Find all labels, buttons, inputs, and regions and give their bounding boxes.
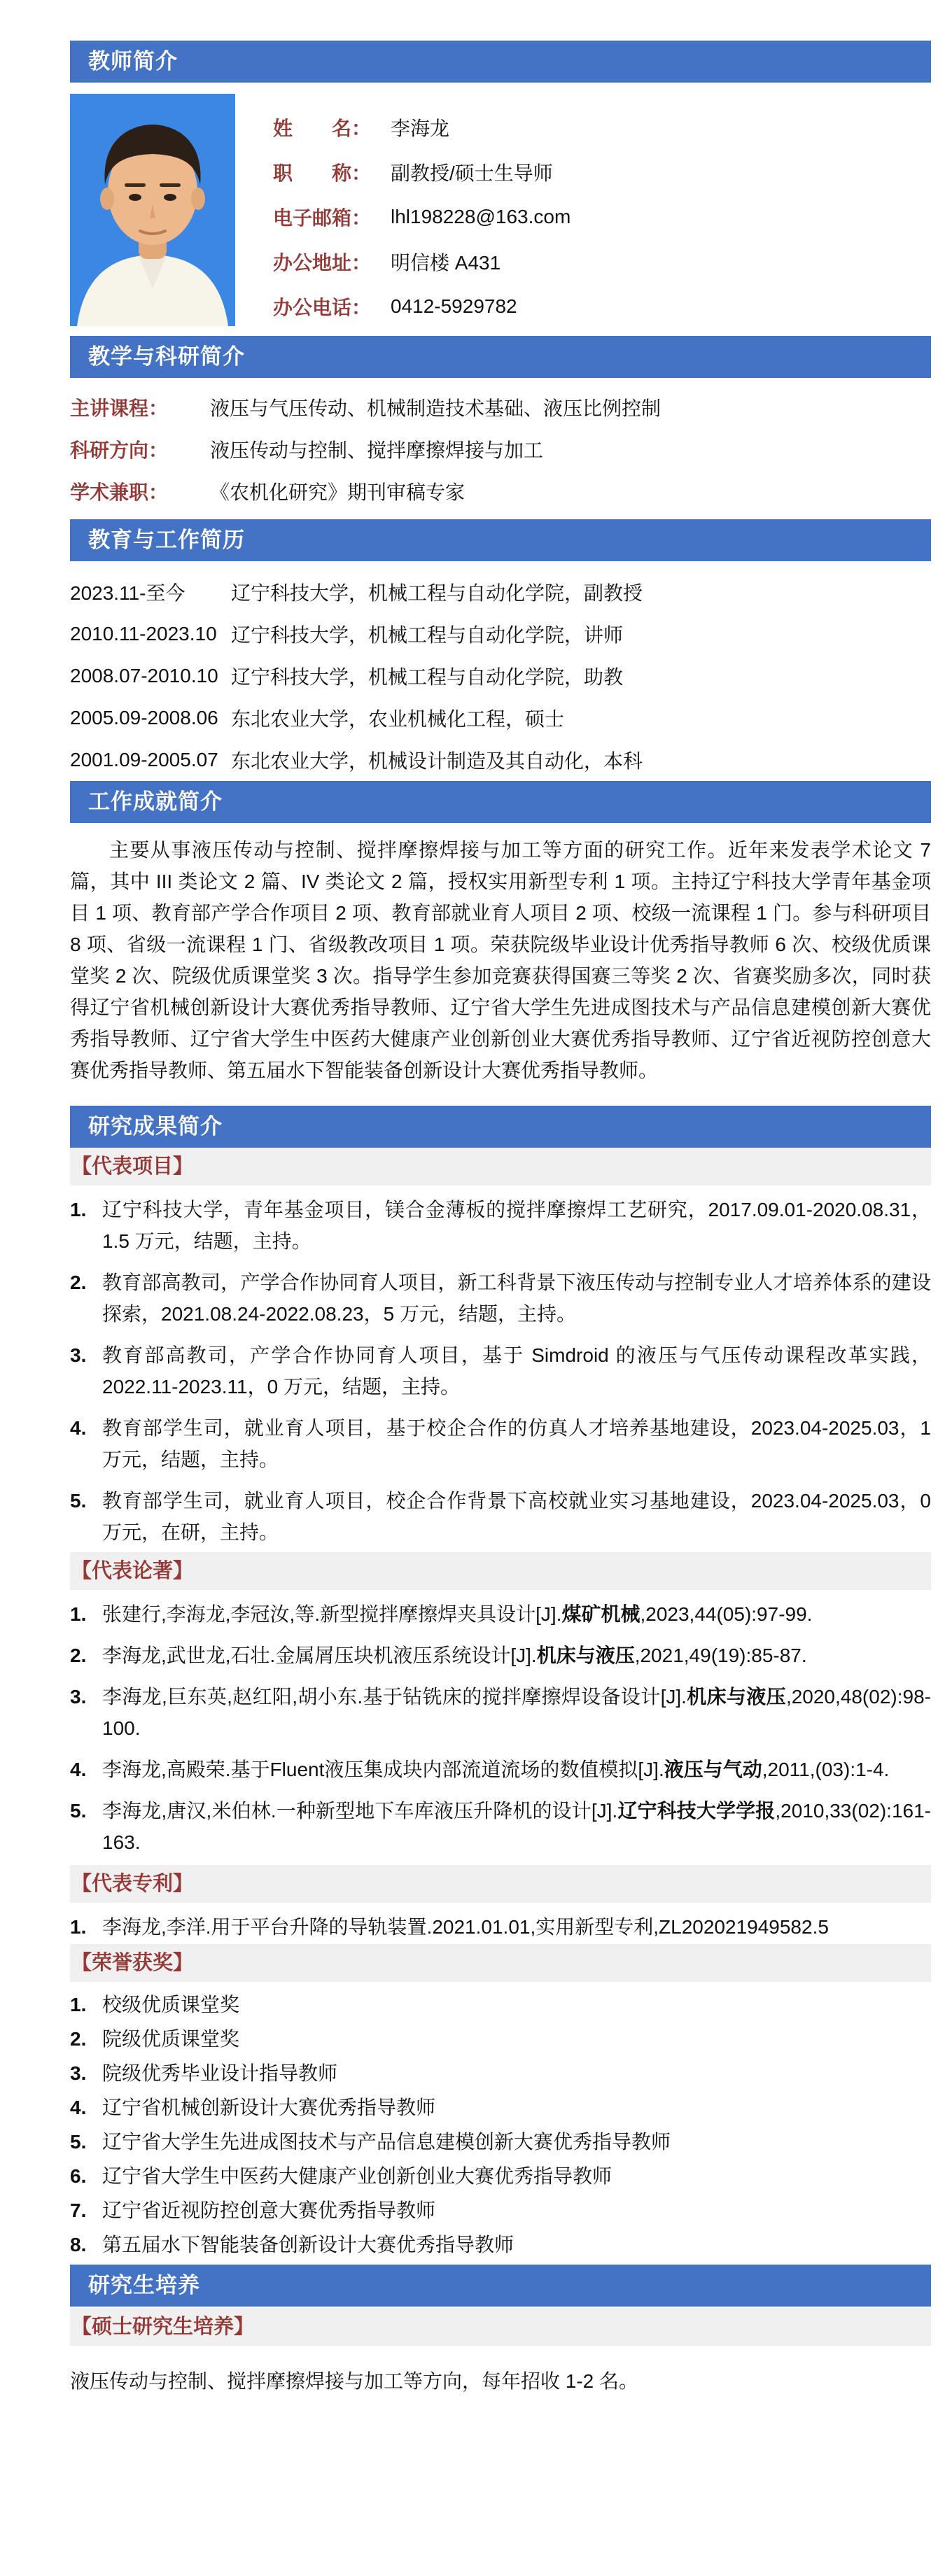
- row-courses: [70, 386, 931, 428]
- timeline-period: 2010.11-2023.10: [70, 623, 217, 645]
- row-courses-value: 液压与气压传动、机械制造技术基础、液压比例控制: [210, 397, 662, 419]
- publications-list: [70, 1598, 931, 1858]
- project-number: 5.: [70, 1490, 87, 1512]
- award-number: 2.: [70, 2028, 87, 2050]
- field-label-office: 办公地址：: [273, 252, 372, 274]
- award-item: [70, 2092, 931, 2123]
- award-text: 校级优质课堂奖: [102, 1994, 240, 2015]
- field-value-name: 李海龙: [391, 118, 450, 139]
- subheader-publications: 【代表论著】: [70, 1552, 931, 1590]
- publication-journal: 机床与液压: [536, 1645, 635, 1666]
- timeline-row: [70, 571, 931, 613]
- project-text: 教育部学生司，就业育人项目，基于校企合作的仿真人才培养基地建设，2023.04-2025.03，1 万元，结题，主持。: [102, 1417, 931, 1470]
- field-row-name: [273, 105, 570, 150]
- award-number: 6.: [70, 2165, 87, 2187]
- subheader-projects: 【代表项目】: [70, 1148, 931, 1185]
- profile-photo: [70, 94, 235, 326]
- project-text: 辽宁科技大学，青年基金项目，镁合金薄板的搅拌摩擦焊工艺研究，2017.09.01-2020.08.31，1.5 万元，结题，主持。: [102, 1199, 931, 1252]
- timeline-row: [70, 739, 931, 781]
- teaching-rows: [70, 386, 931, 512]
- timeline-detail: 辽宁科技大学，机械工程与自动化学院，副教授: [231, 582, 643, 604]
- publication-item: [70, 1681, 931, 1744]
- field-label-phone: 办公电话：: [273, 297, 372, 318]
- publication-journal: 液压与气动: [664, 1759, 762, 1780]
- publication-number: 3.: [70, 1686, 87, 1708]
- award-text: 辽宁省近视防控创意大赛优秀指导教师: [102, 2200, 436, 2221]
- publication-citation: 李海龙,武世龙,石壮.金属屑压块机液压系统设计[J].: [102, 1645, 537, 1666]
- patents-list: [70, 1911, 931, 1943]
- awards-list: [70, 1989, 931, 2260]
- project-item: [70, 1485, 931, 1548]
- project-item: [70, 1339, 931, 1402]
- row-research-direction: [70, 428, 931, 470]
- profile-fields: [273, 94, 570, 329]
- timeline-period: 2005.09-2008.06: [70, 707, 218, 729]
- award-text: 院级优质课堂奖: [102, 2028, 240, 2050]
- publication-number: 5.: [70, 1800, 87, 1822]
- publication-issue: ,2023,44(05):97-99.: [640, 1603, 813, 1625]
- field-value-email: lhl198228@163.com: [391, 206, 571, 227]
- project-text: 教育部学生司，就业育人项目，校企合作背景下高校就业实习基地建设，2023.04-2025.03，0 万元，在研，主持。: [102, 1490, 931, 1543]
- project-item: [70, 1267, 931, 1330]
- subheader-patents: 【代表专利】: [70, 1865, 931, 1903]
- field-row-phone: [273, 284, 570, 329]
- timeline-detail: 东北农业大学，农业机械化工程，硕士: [231, 708, 565, 730]
- patent-number: 1.: [70, 1916, 87, 1938]
- project-number: 4.: [70, 1417, 87, 1439]
- section-bar-research-results: 研究成果简介: [70, 1106, 931, 1148]
- publication-item: [70, 1598, 931, 1630]
- timeline-period: 2023.11-至今: [70, 582, 186, 604]
- publication-issue: ,2021,49(19):85-87.: [634, 1645, 807, 1666]
- publication-text: [102, 1640, 931, 1671]
- section-bar-history: 教育与工作简历: [70, 519, 931, 561]
- row-research-direction-label: 科研方向：: [70, 439, 169, 461]
- page-content: [70, 41, 931, 2397]
- award-text: 第五届水下智能装备创新设计大赛优秀指导教师: [102, 2234, 514, 2255]
- publication-citation: 李海龙,唐汉,米伯林.一种新型地下车库液压升降机的设计[J].: [102, 1800, 618, 1822]
- timeline-detail: 辽宁科技大学，机械工程与自动化学院，助教: [231, 666, 624, 688]
- publication-number: 4.: [70, 1759, 87, 1780]
- section-bar-teaching-research: 教学与科研简介: [70, 336, 931, 378]
- achievement-paragraph: 主要从事液压传动与控制、搅拌摩擦焊接与加工等方面的研究工作。近年来发表学术论文 7 篇，其中 III 类论文 2 篇、IV 类论文 2 篇，授权实用新型专利 1 项。主持辽宁科技大学青年基金项目 1 项、教育部产学合作项目 2 项、教育部就业育人项目 2 项、校级一流课程 1 门。参与科研项目 8 项、省级一流课程 1 门、省级教改项目 1 项。荣获院级毕业设计优秀指导教师 6 次、校级优质课堂奖 2 次、院级优质课堂奖 3 次。指导学生参加竞赛获得国赛三等奖 2 次、省赛奖励多次，同时获得辽宁省机械创新设计大赛优秀指导教师、辽宁省大学生先进成图技术与产品信息建模创新大赛优秀指导教师、辽宁省大学生中医药大健康产业创新创业大赛优秀指导教师、辽宁省近视防控创意大赛优秀指导教师、第五届水下智能装备创新设计大赛优秀指导教师。: [70, 839, 931, 1081]
- patent-item: [70, 1911, 931, 1943]
- timeline-period: 2001.09-2005.07: [70, 749, 218, 770]
- award-number: 1.: [70, 1994, 87, 2015]
- field-label-title: 职 称：: [273, 162, 372, 184]
- publication-text: [102, 1598, 931, 1630]
- profile-block: [70, 94, 931, 329]
- field-row-title: [273, 150, 570, 195]
- award-text: 辽宁省机械创新设计大赛优秀指导教师: [102, 2097, 436, 2118]
- timeline-detail: 东北农业大学，机械设计制造及其自动化，本科: [231, 750, 643, 772]
- publication-journal: 煤矿机械: [561, 1603, 640, 1625]
- project-number: 1.: [70, 1199, 87, 1220]
- award-item: [70, 2160, 931, 2192]
- history-timeline: [70, 571, 931, 781]
- row-academic-posts-label: 学术兼职：: [70, 481, 169, 503]
- award-number: 5.: [70, 2131, 87, 2153]
- field-label-email: 电子邮箱：: [273, 207, 372, 229]
- award-item: [70, 2229, 931, 2260]
- publication-text: [102, 1795, 931, 1858]
- publication-citation: 李海龙,高殿荣.基于Fluent液压集成块内部流道流场的数值模拟[J].: [102, 1759, 664, 1780]
- award-number: 7.: [70, 2200, 87, 2221]
- publication-number: 1.: [70, 1603, 87, 1625]
- award-number: 3.: [70, 2062, 87, 2084]
- timeline-period: 2008.07-2010.10: [70, 665, 218, 687]
- timeline-row: [70, 613, 931, 655]
- publication-text: [102, 1754, 931, 1785]
- award-item: [70, 2023, 931, 2055]
- award-item: [70, 2126, 931, 2158]
- field-value-office: 明信楼 A431: [391, 252, 501, 274]
- award-item: [70, 1989, 931, 2020]
- row-academic-posts: [70, 470, 931, 512]
- project-text: 教育部高教司，产学合作协同育人项目，新工科背景下液压传动与控制专业人才培养体系的建设探索，2021.08.24-2022.08.23，5 万元，结题，主持。: [102, 1272, 931, 1325]
- section-bar-teacher-intro: 教师简介: [70, 41, 931, 83]
- timeline-detail: 辽宁科技大学，机械工程与自动化学院，讲师: [231, 624, 624, 646]
- project-text: 教育部高教司，产学合作协同育人项目，基于 Simdroid 的液压与气压传动课程改革实践，2022.11-2023.11，0 万元，结题，主持。: [102, 1344, 931, 1398]
- row-courses-label: 主讲课程：: [70, 397, 169, 419]
- publication-item: [70, 1795, 931, 1858]
- field-row-office: [273, 239, 570, 284]
- publication-item: [70, 1754, 931, 1785]
- publication-citation: 张建行,李海龙,李冠汝,等.新型搅拌摩擦焊夹具设计[J].: [102, 1603, 562, 1625]
- award-number: 4.: [70, 2097, 87, 2118]
- award-text: 辽宁省大学生中医药大健康产业创新创业大赛优秀指导教师: [102, 2165, 612, 2187]
- section-bar-graduate: 研究生培养: [70, 2265, 931, 2307]
- subheader-master-training: 【硕士研究生培养】: [70, 2308, 931, 2346]
- project-number: 3.: [70, 1344, 87, 1366]
- award-text: 辽宁省大学生先进成图技术与产品信息建模创新大赛优秀指导教师: [102, 2131, 671, 2153]
- subheader-awards: 【荣誉获奖】: [70, 1944, 931, 1982]
- project-number: 2.: [70, 1272, 87, 1293]
- publication-citation: 李海龙,巨东英,赵红阳,胡小东.基于钻铣床的搅拌摩擦焊设备设计[J].: [102, 1686, 687, 1708]
- timeline-row: [70, 655, 931, 697]
- field-row-email: [273, 195, 570, 239]
- project-item: [70, 1194, 931, 1257]
- award-text: 院级优秀毕业设计指导教师: [102, 2062, 338, 2084]
- publication-issue: ,2010,33(02):161-163.: [102, 1800, 931, 1853]
- publication-number: 2.: [70, 1645, 87, 1666]
- publication-journal: 辽宁科技大学学报: [617, 1800, 776, 1822]
- publication-issue: ,2011,(03):1-4.: [762, 1759, 890, 1780]
- publication-text: [102, 1681, 931, 1744]
- field-value-title: 副教授/硕士生导师: [391, 162, 553, 184]
- award-item: [70, 2057, 931, 2089]
- projects-list: [70, 1194, 931, 1548]
- section-bar-achievement: 工作成就简介: [70, 781, 931, 823]
- row-academic-posts-value: 《农机化研究》期刊审稿专家: [210, 481, 465, 503]
- publication-issue: ,2020,48(02):98-100.: [102, 1686, 931, 1739]
- publication-item: [70, 1640, 931, 1671]
- graduate-recruit-text: 液压传动与控制、搅拌摩擦焊接与加工等方向，每年招收 1-2 名。: [70, 2370, 639, 2392]
- patent-text: 李海龙,李洋.用于平台升降的导轨装置.2021.01.01,实用新型专利,ZL202021949582.5: [102, 1916, 829, 1938]
- row-research-direction-value: 液压传动与控制、搅拌摩擦焊接与加工: [210, 439, 544, 461]
- timeline-row: [70, 697, 931, 739]
- field-label-name: 姓 名：: [273, 118, 372, 139]
- publication-journal: 机床与液压: [686, 1686, 786, 1708]
- field-value-phone: 0412-5929782: [391, 295, 517, 317]
- project-item: [70, 1412, 931, 1475]
- award-number: 8.: [70, 2234, 87, 2255]
- award-item: [70, 2195, 931, 2226]
